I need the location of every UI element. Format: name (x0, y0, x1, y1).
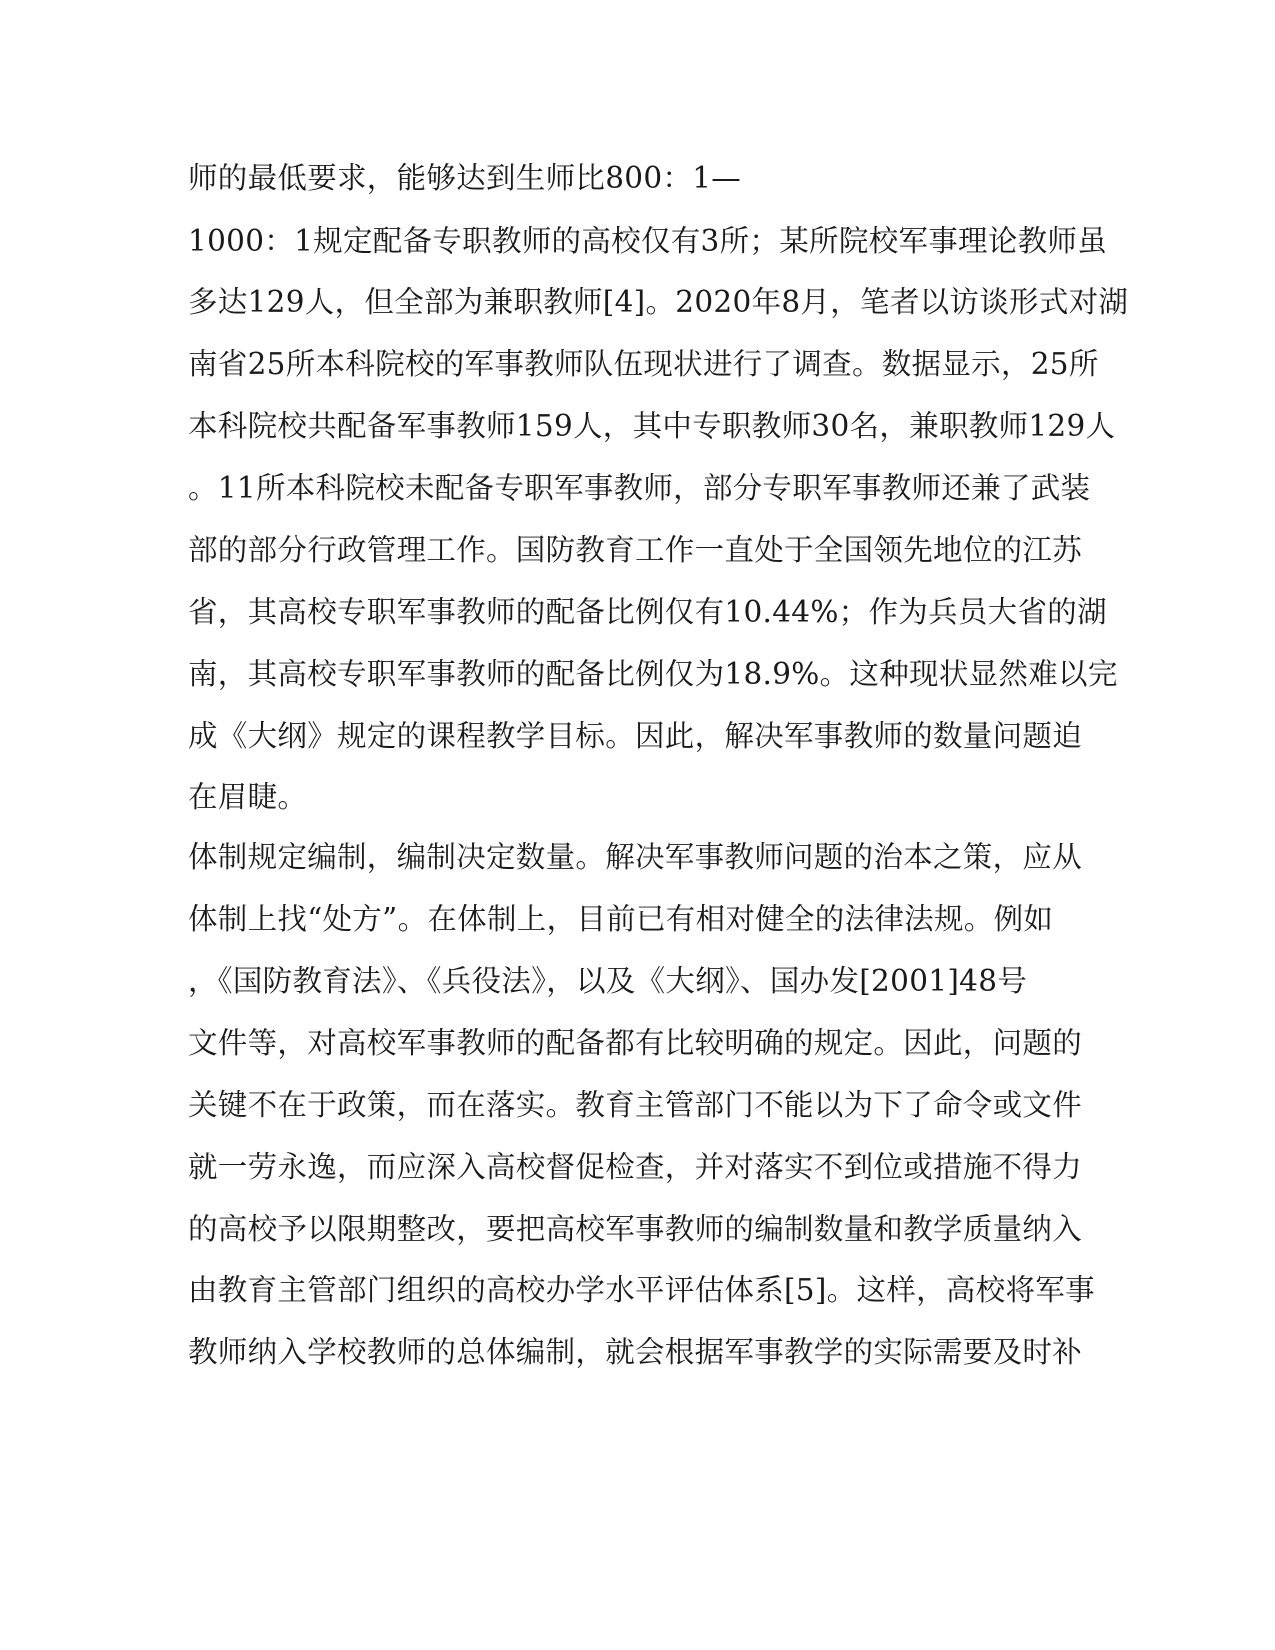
text-line: 教师纳入学校教师的总体编制，就会根据军事教学的实际需要及时补 (188, 1335, 1083, 1369)
text-line: 就一劳永逸，而应深入高校督促检查，并对落实不到位或措施不得力 (188, 1150, 1083, 1184)
text-line: 南，其高校专职军事教师的配备比例仅为18.9%。这种现状显然难以完 (188, 657, 1118, 691)
text-line: ，《国防教育法》、《兵役法》，以及《大纲》、国办发[2001]48号 (188, 964, 1028, 998)
text-line: 师的最低要求，能够达到生师比800：1— (188, 161, 742, 195)
text-line: 体制上找“处方”。在体制上，目前已有相对健全的法律法规。例如 (188, 902, 1054, 936)
text-line: 多达129人，但全部为兼职教师[4]。2020年8月，笔者以访谈形式对湖 (188, 285, 1129, 319)
text-line: 。11所本科院校未配备专职军事教师，部分专职军事教师还兼了武装 (188, 471, 1091, 505)
text-line: 部的部分行政管理工作。国防教育工作一直处于全国领先地位的江苏 (188, 533, 1083, 567)
text-line: 本科院校共配备军事教师159人，其中专职教师30名，兼职教师129人 (188, 409, 1116, 443)
text-line: 在眉睫。 (188, 780, 308, 814)
text-line: 1000：1规定配备专职教师的高校仅有3所；某所院校军事理论教师虽 (188, 224, 1108, 258)
text-line: 关键不在于政策，而在落实。教育主管部门不能以为下了命令或文件 (188, 1088, 1083, 1122)
text-line: 体制规定编制，编制决定数量。解决军事教师问题的治本之策，应从 (188, 840, 1083, 874)
text-line: 南省25所本科院校的军事教师队伍现状进行了调查。数据显示，25所 (188, 347, 1099, 381)
text-line: 由教育主管部门组织的高校办学水平评估体系[5]。这样，高校将军事 (188, 1273, 1095, 1307)
text-line: 的高校予以限期整改，要把高校军事教师的编制数量和教学质量纳入 (188, 1212, 1083, 1246)
text-line: 省，其高校专职军事教师的配备比例仅有10.44%；作为兵员大省的湖 (188, 595, 1107, 629)
text-line: 文件等，对高校军事教师的配备都有比较明确的规定。因此，问题的 (188, 1026, 1083, 1060)
text-line: 成《大纲》规定的课程教学目标。因此，解决军事教师的数量问题迫 (188, 719, 1083, 753)
